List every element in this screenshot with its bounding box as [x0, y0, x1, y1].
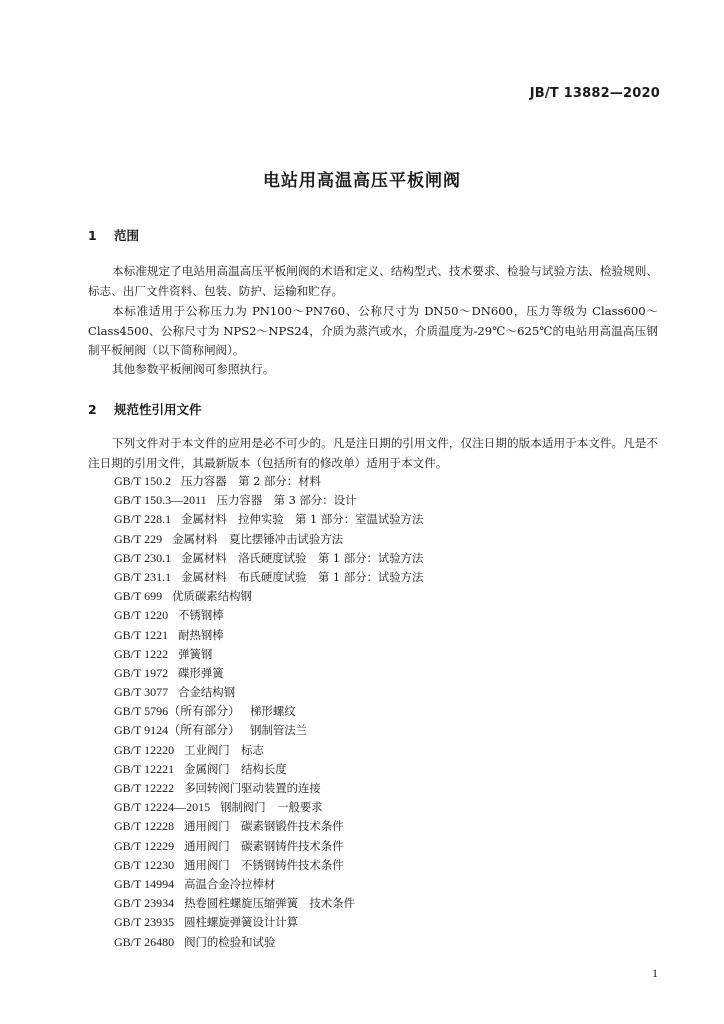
reference-title: 耐热钢棒	[178, 627, 224, 642]
reference-title: 弹簧钢	[178, 646, 213, 661]
section-number: 2	[88, 402, 97, 417]
reference-item	[114, 549, 423, 568]
reference-item	[114, 568, 423, 587]
page-number: 1	[652, 966, 658, 980]
reference-item	[114, 779, 423, 798]
reference-title: 阀门的检验和试验	[184, 934, 276, 949]
reference-title: 梯形螺纹	[250, 704, 296, 719]
reference-title: 金属材料 洛氏硬度试验 第 1 部分：试验方法	[181, 550, 424, 565]
reference-title: 通用阀门 碳素钢铸件技术条件	[184, 838, 344, 853]
reference-item	[114, 491, 423, 510]
reference-item	[114, 664, 423, 683]
reference-title: 金属材料 布氏硬度试验 第 1 部分：试验方法	[181, 569, 424, 584]
reference-item	[114, 721, 423, 740]
reference-list	[114, 472, 423, 952]
reference-title: 钢制阀门 一般要求	[220, 800, 323, 815]
reference-title: 钢制管法兰	[250, 723, 308, 738]
reference-item	[114, 606, 423, 625]
reference-code: GB/T 1220	[114, 608, 169, 623]
reference-title: 压力容器 第 3 部分：设计	[216, 493, 357, 508]
reference-code: GB/T 12221	[114, 761, 175, 776]
scope-paragraph: 本标准适用于公称压力为 PN100～PN760、公称尺寸为 DN50～DN600，压力等级为 Class600～Class4500、公称尺寸为 NPS2～NPS24，介质为蒸汽或水，介质温度为-29℃～625℃的电站用高温高压钢制平板闸阀（以下简称闸阀）。	[88, 304, 658, 357]
reference-title: 金属材料 夏比摆锤冲击试验方法	[172, 531, 343, 546]
reference-code: GB/T 1972	[114, 665, 169, 680]
references-intro-paragraph: 下列文件对于本文件的应用是必不可少的。凡是注日期的引用文件，仅注日期的版本适用于本文件。凡是不注日期的引用文件，其最新版本（包括所有的修改单）适用于本文件。	[88, 436, 658, 470]
reference-code: GB/T 3077	[114, 685, 169, 700]
section-heading-scope	[88, 226, 139, 244]
reference-title: 不锈钢棒	[178, 608, 224, 623]
reference-item	[114, 741, 423, 760]
reference-title: 多回转阀门驱动装置的连接	[184, 781, 321, 795]
scope-paragraph: 本标准规定了电站用高温高压平板闸阀的术语和定义、结构型式、技术要求、检验与试验方法、检验规则、标志、出厂文件资料、包装、防护、运输和贮存。	[88, 264, 658, 298]
reference-code: GB/T 12222	[114, 781, 175, 795]
reference-item	[114, 856, 423, 875]
reference-code: GB/T 229	[114, 531, 163, 546]
reference-item	[114, 837, 423, 856]
reference-title: 通用阀门 碳素钢锻件技术条件	[184, 819, 344, 834]
reference-item	[114, 683, 423, 702]
reference-code: GB/T 231.1	[114, 569, 172, 584]
reference-code: GB/T 699	[114, 589, 163, 604]
reference-title: 工业阀门 标志	[184, 742, 264, 757]
reference-code: GB/T 12220	[114, 742, 175, 757]
reference-item	[114, 472, 423, 491]
reference-item	[114, 645, 423, 664]
reference-item	[114, 875, 423, 894]
reference-item	[114, 913, 423, 932]
reference-item	[114, 702, 423, 721]
reference-code: GB/T 150.2	[114, 474, 172, 488]
reference-title: 优质碳素结构钢	[172, 589, 252, 604]
reference-code: GB/T 9124（所有部分）	[114, 723, 241, 738]
section-number: 1	[88, 228, 97, 243]
reference-item	[114, 760, 423, 779]
reference-title: 金属材料 拉伸实验 第 1 部分：室温试验方法	[181, 512, 424, 527]
reference-code: GB/T 12224—2015	[114, 800, 211, 815]
reference-title: 金属阀门 结构长度	[184, 761, 287, 776]
reference-code: GB/T 12230	[114, 857, 175, 872]
scope-paragraph: 其他参数平板闸阀可参照执行。	[112, 362, 275, 376]
document-title: 电站用高温高压平板闸阀	[263, 171, 461, 191]
reference-item	[114, 530, 423, 549]
reference-code: GB/T 23934	[114, 896, 175, 911]
reference-title: 合金结构钢	[178, 685, 236, 700]
reference-title: 热卷圆柱螺旋压缩弹簧 技术条件	[184, 896, 355, 911]
reference-title: 高温合金冷拉棒材	[184, 876, 276, 891]
reference-code: GB/T 12228	[114, 819, 175, 834]
reference-title: 通用阀门 不锈钢铸件技术条件	[184, 857, 344, 872]
reference-code: GB/T 23935	[114, 915, 175, 930]
reference-item	[114, 817, 423, 836]
reference-code: GB/T 150.3—2011	[114, 493, 207, 508]
reference-title: 圆柱螺旋弹簧设计计算	[184, 915, 299, 930]
reference-item	[114, 510, 423, 529]
reference-code: GB/T 12229	[114, 838, 175, 853]
reference-item	[114, 798, 423, 817]
section-title: 范围	[114, 228, 140, 243]
section-heading-normative-references	[88, 400, 202, 418]
reference-item	[114, 933, 423, 952]
reference-item	[114, 894, 423, 913]
reference-code: GB/T 230.1	[114, 550, 172, 565]
standard-number: JB/T 13882—2020	[529, 86, 660, 101]
reference-code: GB/T 228.1	[114, 512, 172, 527]
reference-title: 压力容器 第 2 部分：材料	[181, 474, 321, 488]
reference-code: GB/T 5796（所有部分）	[114, 704, 241, 719]
reference-item	[114, 587, 423, 606]
reference-code: GB/T 1221	[114, 627, 169, 642]
reference-code: GB/T 26480	[114, 934, 175, 949]
section-title: 规范性引用文件	[114, 402, 202, 417]
reference-item	[114, 626, 423, 645]
reference-title: 碟形弹簧	[178, 665, 224, 680]
reference-code: GB/T 1222	[114, 646, 169, 661]
reference-code: GB/T 14994	[114, 876, 175, 891]
